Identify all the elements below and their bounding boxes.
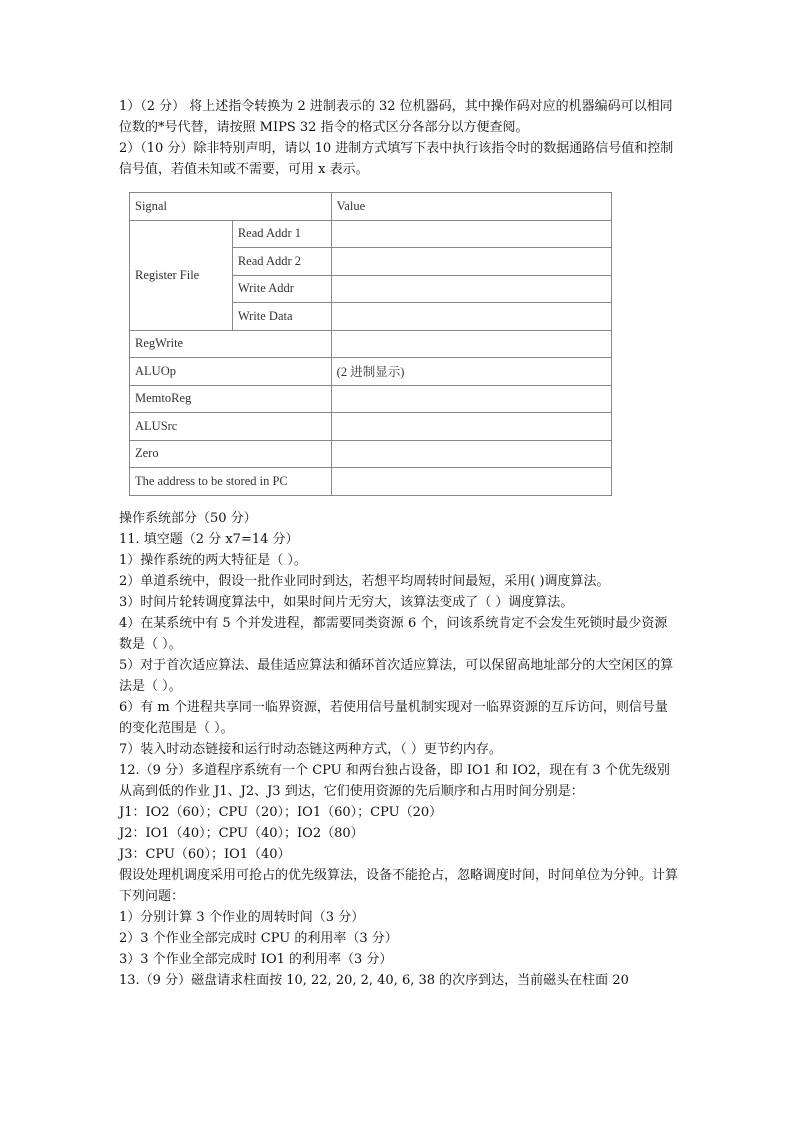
- table-row: [130, 468, 612, 496]
- table-row: [130, 330, 612, 358]
- signal-table: [129, 192, 612, 496]
- signal-value: [331, 413, 611, 441]
- signal-name: ALUOp: [130, 358, 332, 386]
- sub-question: 1）分别计算 3 个作业的周转时间（3 分）: [119, 909, 365, 925]
- table-row: [130, 413, 612, 441]
- signal-value: [331, 220, 611, 248]
- blank-item: 3）时间片轮转调度算法中，如果时间片无穷大，该算法变成了（ ）调度算法。: [119, 594, 574, 610]
- table-row: [130, 358, 612, 386]
- sub-question: 3）3 个作业全部完成时 IO1 的利用率（3 分）: [119, 951, 393, 967]
- header-value: Value: [331, 193, 611, 221]
- os-section: [119, 508, 679, 991]
- signal-value: [331, 330, 611, 358]
- job-j3: J3：CPU（60）；IO1（40）: [119, 846, 291, 862]
- question-13: 13.（9 分）磁盘请求柱面按 10, 22, 20, 2, 40, 6, 38 的次序到达，当前磁头在柱面 20: [119, 972, 629, 988]
- document-page: [119, 96, 679, 991]
- signal-name: MemtoReg: [130, 385, 332, 413]
- table-row: [130, 220, 612, 248]
- signal-value: [331, 440, 611, 468]
- section-title: 操作系统部分（50 分）: [119, 510, 257, 526]
- signal-name: RegWrite: [130, 330, 332, 358]
- signal-name: Read Addr 2: [232, 248, 331, 276]
- signal-value: [331, 275, 611, 303]
- table-header-row: [130, 193, 612, 221]
- question-1: 1）（2 分） 将上述指令转换为 2 进制表示的 32 位机器码，其中操作码对应的机器编码可以相同位数的*号代替，请按照 MIPS 32 指令的格式区分各部分以方便查阅。: [119, 99, 673, 135]
- signal-value: [331, 303, 611, 331]
- question-11-title: 11. 填空题（2 分 x7=14 分）: [119, 531, 299, 547]
- blank-item: 4）在某系统中有 5 个并发进程，都需要同类资源 6 个，问该系统肯定不会发生死锁时最少资源数是（ ）。: [119, 615, 668, 652]
- blank-item: 6）有 m 个进程共享同一临界资源，若使用信号量机制实现对一临界资源的互斥访问，则信号量的变化范围是（ ）。: [119, 699, 668, 736]
- register-file-label: Register File: [130, 220, 233, 330]
- signal-name: The address to be stored in PC: [130, 468, 332, 496]
- blank-item: 1）操作系统的两大特征是（ ）。: [119, 552, 307, 568]
- assumption: 假设处理机调度采用可抢占的优先级算法，设备不能抢占，忽略调度时间，时间单位为分钟。计算下列问题：: [119, 867, 679, 904]
- signal-name: Read Addr 1: [232, 220, 331, 248]
- sub-question: 2）3 个作业全部完成时 CPU 的利用率（3 分）: [119, 930, 398, 946]
- signal-name: Zero: [130, 440, 332, 468]
- header-signal: Signal: [130, 193, 332, 221]
- question-2: 2）（10 分）除非特别声明，请以 10 进制方式填写下表中执行该指令时的数据通路信号值和控制信号值，若值未知或不需要，可用 x 表示。: [119, 141, 674, 177]
- job-j1: J1：IO2（60）；CPU（20）；IO1（60）；CPU（20）: [119, 804, 443, 820]
- table-row: [130, 440, 612, 468]
- signal-name: ALUSrc: [130, 413, 332, 441]
- table-row: [130, 385, 612, 413]
- job-j2: J2：IO1（40）；CPU（40）；IO2（80）: [119, 825, 364, 841]
- blank-item: 5）对于首次适应算法、最佳适应算法和循环首次适应算法，可以保留高地址部分的大空闲区的算法是（ ）。: [119, 657, 674, 694]
- blank-item: 2）单道系统中，假设一批作业同时到达，若想平均周转时间最短，采用( )调度算法。: [119, 573, 610, 589]
- question-12: 12.（9 分）多道程序系统有一个 CPU 和两台独占设备，即 IO1 和 IO2，现在有 3 个优先级别从高到低的作业 J1、J2、J3 到达，它们使用资源的先后顺序和占用时间分别是：: [119, 762, 670, 799]
- signal-value: [331, 468, 611, 496]
- signal-name: Write Data: [232, 303, 331, 331]
- signal-value: [331, 385, 611, 413]
- blank-item: 7）装入时动态链接和运行时动态链这两种方式，（ ）更节约内存。: [119, 741, 502, 757]
- signal-value: (2 进制显示): [331, 358, 611, 386]
- signal-name: Write Addr: [232, 275, 331, 303]
- signal-value: [331, 248, 611, 276]
